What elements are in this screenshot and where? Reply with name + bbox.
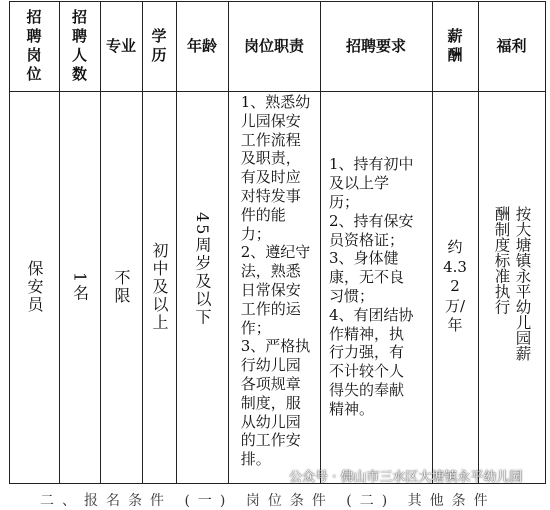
cell-requirements: 1、持有初中 及以上学 历； 2、持有保安 员资格证； 3、身体健 康，无不良 习惯； 4、有团结协 作精神，执 行力强，有 不计较个人 得失的奉献 精神。: [329, 155, 414, 418]
header-position: 招 聘 岗 位: [26, 8, 42, 83]
cut-off-next-line: 二、报名条件 (一) 岗位条件 (二) 其他条件: [40, 493, 496, 509]
header-age: 年龄: [186, 36, 217, 55]
cell-count: [59, 91, 100, 483]
header-education: 学 历: [151, 27, 167, 64]
benefits-value: 按大塘镇永平幼儿园薪酬制度标准执行: [492, 206, 532, 361]
cell-benefits: [478, 91, 545, 483]
age-value: 45周岁及以下: [193, 212, 212, 327]
cell-age: [176, 91, 228, 483]
cell-major: [100, 91, 142, 483]
header-count: 招 聘 人 数: [71, 8, 87, 83]
header-salary: 薪 酬: [447, 27, 463, 64]
cell-duties: 1、熟悉幼 儿园保安 工作流程 及职责， 有及时应 对特发事 件的能 力； 2、遵纪守 法，熟悉 日常保安 工作的运 作； 3、严格执 行幼儿园 各项规章 制度，服 从幼儿园 的工作安 排。: [240, 93, 311, 469]
watermark: 公众号 · 佛山市三水区大塘镇永平幼儿园: [289, 470, 523, 485]
count-value: 1名: [70, 271, 90, 303]
header-major: 专业: [105, 36, 136, 55]
header-duties: 岗位职责: [243, 36, 304, 55]
cell-position: [9, 91, 59, 483]
header-requirements: 招聘要求: [345, 36, 406, 55]
cell-education: [142, 91, 176, 483]
cell-salary: 约 4.3 2 万/ 年: [443, 238, 467, 335]
col-divider: [545, 1, 546, 484]
education-value: 初中及以上: [150, 242, 169, 332]
major-value: 不限: [112, 269, 131, 305]
recruitment-table: [9, 1, 546, 484]
header-benefits: 福利: [496, 36, 527, 55]
position-value: 保安员: [25, 260, 44, 314]
